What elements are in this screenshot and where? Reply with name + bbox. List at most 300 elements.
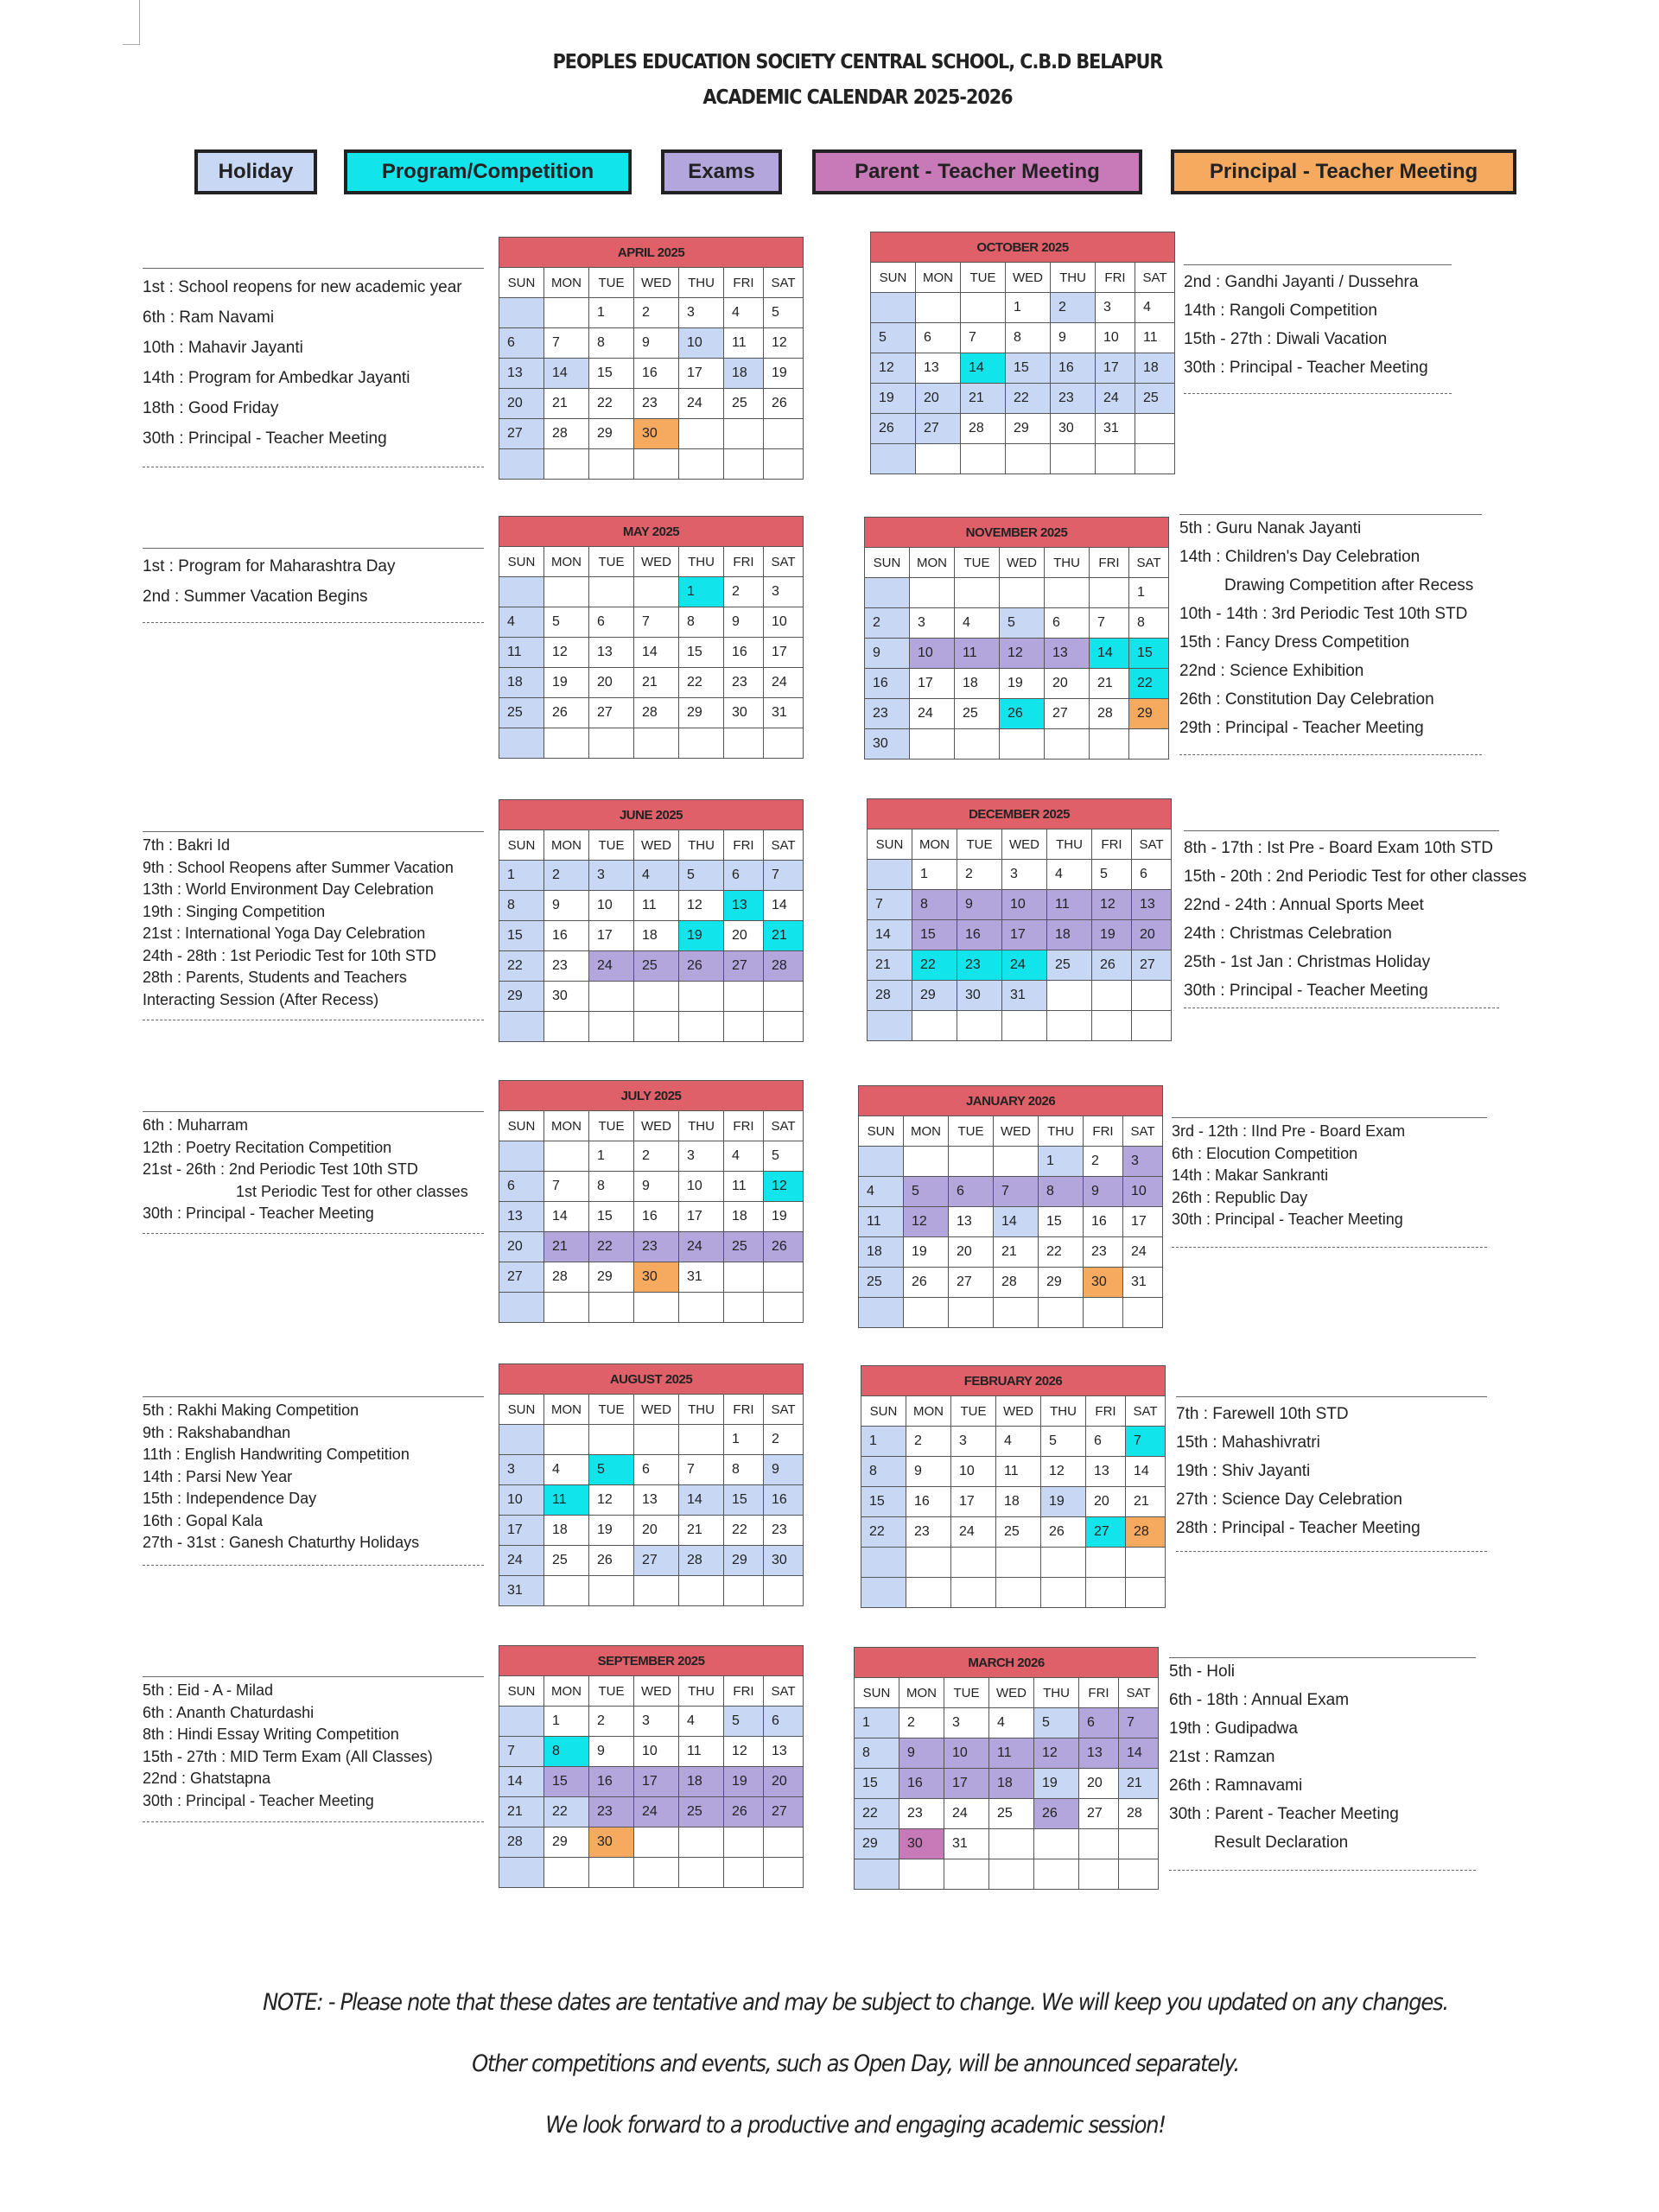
day-header-wed: WED (994, 1116, 1039, 1147)
day-cell: 24 (679, 389, 724, 419)
week-row (499, 577, 804, 607)
day-cell: 10 (679, 1172, 724, 1202)
day-cell: 14 (961, 353, 1006, 384)
week-row (861, 1578, 1166, 1608)
empty-cell (544, 1141, 589, 1172)
day-cell: 11 (989, 1738, 1034, 1769)
day-header-tue: TUE (589, 1395, 634, 1425)
day-cell: 16 (764, 1485, 804, 1516)
page-corner-mark (123, 0, 140, 45)
day-cell: 12 (724, 1737, 764, 1767)
month-title: MAY 2025 (499, 517, 804, 547)
day-cell: 11 (996, 1457, 1041, 1487)
day-cell: 8 (1006, 323, 1051, 353)
empty-cell (499, 577, 544, 607)
day-cell: 9 (865, 639, 910, 669)
day-cell: 12 (871, 353, 916, 384)
day-cell: 29 (499, 982, 544, 1012)
empty-cell (589, 728, 634, 759)
day-cell: 26 (589, 1546, 634, 1576)
day-cell: 10 (589, 891, 634, 921)
empty-cell (1000, 578, 1045, 608)
empty-cell (679, 449, 724, 480)
event-note: 13th : World Environment Day Celebration (143, 880, 434, 898)
day-cell: 1 (1129, 578, 1169, 608)
day-cell: 8 (724, 1455, 764, 1485)
day-cell: 9 (544, 891, 589, 921)
day-header-mon: MON (916, 263, 961, 293)
empty-cell (589, 1576, 634, 1606)
week-row (871, 444, 1175, 474)
month-title: MARCH 2026 (855, 1648, 1159, 1678)
day-cell: 30 (634, 1262, 679, 1293)
empty-cell (871, 293, 916, 323)
day-cell: 16 (865, 669, 910, 699)
legend-principal-teacher-meeting: Principal - Teacher Meeting (1171, 149, 1516, 194)
notes-rule-bottom (143, 622, 484, 623)
day-cell: 21 (1090, 669, 1129, 699)
empty-cell (634, 1293, 679, 1323)
week-row (855, 1799, 1159, 1829)
empty-cell (544, 1012, 589, 1042)
day-cell: 12 (1034, 1738, 1079, 1769)
empty-cell (499, 728, 544, 759)
day-header-thu: THU (1047, 830, 1092, 860)
day-cell: 14 (634, 638, 679, 668)
day-cell: 1 (1039, 1147, 1084, 1177)
event-note: 6th : Elocution Competition (1172, 1144, 1358, 1162)
empty-cell (996, 1578, 1041, 1608)
day-header-wed: WED (1000, 548, 1045, 578)
day-cell: 2 (865, 608, 910, 639)
day-cell: 1 (544, 1707, 589, 1737)
day-cell: 3 (1002, 860, 1047, 890)
notes-march-2026 (1169, 1657, 1399, 1857)
day-cell: 8 (679, 607, 724, 638)
day-header-tue: TUE (949, 1116, 994, 1147)
week-row (499, 668, 804, 698)
day-cell: 22 (724, 1516, 764, 1546)
day-cell: 20 (499, 389, 544, 419)
month-title: JUNE 2025 (499, 800, 804, 830)
day-cell: 3 (951, 1427, 996, 1457)
day-cell: 11 (859, 1207, 904, 1237)
empty-cell (955, 729, 1000, 760)
day-header-thu: THU (679, 1111, 724, 1141)
week-row (859, 1147, 1163, 1177)
day-header-tue: TUE (589, 268, 634, 298)
day-cell: 10 (910, 639, 955, 669)
day-cell: 26 (724, 1797, 764, 1827)
week-row (868, 920, 1172, 950)
notes-rule-bottom (1169, 1870, 1476, 1871)
day-cell: 27 (949, 1268, 994, 1298)
day-cell: 30 (957, 981, 1002, 1011)
week-row (499, 1546, 804, 1576)
day-cell: 29 (1129, 699, 1169, 729)
day-cell: 9 (1051, 323, 1096, 353)
empty-cell (634, 577, 679, 607)
day-cell: 21 (679, 1516, 724, 1546)
day-cell: 14 (1126, 1457, 1166, 1487)
empty-cell (679, 982, 724, 1012)
empty-cell (906, 1548, 951, 1578)
day-cell: 1 (724, 1425, 764, 1455)
day-cell: 25 (1047, 950, 1092, 981)
week-row (499, 1202, 804, 1232)
empty-cell (1084, 1298, 1123, 1328)
day-cell: 29 (589, 419, 634, 449)
week-row (499, 728, 804, 759)
event-note: 14th : Children's Day Celebration (1179, 548, 1421, 566)
day-cell: 7 (544, 328, 589, 359)
day-cell: 7 (544, 1172, 589, 1202)
day-header-wed: WED (634, 547, 679, 577)
day-cell: 19 (724, 1767, 764, 1797)
event-note: 30th : Principal - Teacher Meeting (143, 429, 387, 448)
day-cell: 25 (1135, 384, 1175, 414)
week-row (499, 607, 804, 638)
day-cell: 29 (679, 698, 724, 728)
day-cell: 6 (499, 328, 544, 359)
empty-cell (1047, 981, 1092, 1011)
empty-cell (1126, 1578, 1166, 1608)
notes-july-2025 (143, 1115, 468, 1225)
notes-rule-top (143, 1676, 484, 1677)
event-note: 15th : Mahashivratri (1176, 1433, 1320, 1452)
empty-cell (764, 1827, 804, 1858)
day-cell: 11 (499, 638, 544, 668)
day-cell: 28 (1126, 1517, 1166, 1548)
event-note: 29th : Principal - Teacher Meeting (1179, 719, 1424, 737)
day-cell: 28 (961, 414, 1006, 444)
day-cell: 28 (499, 1827, 544, 1858)
event-note: 6th - 18th : Annual Exam (1169, 1691, 1350, 1709)
week-row (871, 293, 1175, 323)
day-cell: 16 (589, 1767, 634, 1797)
notes-rule-top (143, 1396, 484, 1397)
day-cell: 3 (679, 298, 724, 328)
day-cell: 4 (859, 1177, 904, 1207)
day-cell: 21 (544, 1232, 589, 1262)
empty-cell (589, 982, 634, 1012)
week-row (865, 699, 1169, 729)
day-cell: 6 (499, 1172, 544, 1202)
empty-cell (871, 444, 916, 474)
day-header-mon: MON (910, 548, 955, 578)
day-cell: 17 (1123, 1207, 1163, 1237)
empty-cell (544, 1293, 589, 1323)
event-note: 7th : Bakri Id (143, 836, 231, 854)
week-row (859, 1237, 1163, 1268)
empty-cell (634, 1576, 679, 1606)
day-header-wed: WED (634, 830, 679, 861)
week-row (499, 389, 804, 419)
day-cell: 31 (1096, 414, 1135, 444)
day-header-fri: FRI (724, 547, 764, 577)
empty-cell (955, 578, 1000, 608)
day-cell: 25 (859, 1268, 904, 1298)
day-cell: 22 (544, 1797, 589, 1827)
week-row (499, 1012, 804, 1042)
day-cell: 13 (1132, 890, 1172, 920)
week-row (499, 1737, 804, 1767)
empty-cell (634, 1012, 679, 1042)
day-header-sat: SAT (1132, 830, 1172, 860)
event-note: 28th : Parents, Students and Teachers (143, 969, 407, 986)
empty-cell (724, 1858, 764, 1888)
day-cell: 15 (589, 359, 634, 389)
day-cell: 20 (1079, 1769, 1119, 1799)
empty-cell (996, 1548, 1041, 1578)
day-header-fri: FRI (1084, 1116, 1123, 1147)
legend-exams: Exams (661, 149, 782, 194)
day-cell: 10 (499, 1485, 544, 1516)
day-header-sun: SUN (499, 547, 544, 577)
empty-cell (961, 444, 1006, 474)
day-cell: 17 (1096, 353, 1135, 384)
day-cell: 3 (499, 1455, 544, 1485)
day-cell: 31 (944, 1829, 989, 1859)
empty-cell (904, 1147, 949, 1177)
day-header-tue: TUE (589, 830, 634, 861)
empty-cell (994, 1298, 1039, 1328)
day-cell: 10 (679, 328, 724, 359)
empty-cell (634, 728, 679, 759)
day-cell: 22 (1039, 1237, 1084, 1268)
day-cell: 27 (1045, 699, 1090, 729)
day-cell: 31 (499, 1576, 544, 1606)
day-cell: 26 (1092, 950, 1132, 981)
day-cell: 5 (764, 1141, 804, 1172)
week-row (859, 1298, 1163, 1328)
event-note: 19th : Shiv Jayanti (1176, 1462, 1311, 1480)
day-cell: 13 (916, 353, 961, 384)
day-cell: 11 (544, 1485, 589, 1516)
week-row (499, 1797, 804, 1827)
event-note: 15th : Fancy Dress Competition (1179, 633, 1410, 652)
day-header-thu: THU (679, 547, 724, 577)
calendar-february-2026 (861, 1365, 1166, 1608)
day-cell: 27 (916, 414, 961, 444)
day-cell: 5 (904, 1177, 949, 1207)
month-title: SEPTEMBER 2025 (499, 1646, 804, 1676)
day-cell: 5 (544, 607, 589, 638)
day-cell: 11 (679, 1737, 724, 1767)
day-header-tue: TUE (961, 263, 1006, 293)
event-note: 14th : Rangoli Competition (1184, 302, 1377, 320)
day-cell: 17 (589, 921, 634, 951)
day-cell: 20 (764, 1767, 804, 1797)
day-header-mon: MON (544, 1676, 589, 1707)
day-cell: 2 (1051, 293, 1096, 323)
notes-rule-bottom (1184, 1007, 1499, 1008)
day-cell: 27 (724, 951, 764, 982)
empty-cell (916, 444, 961, 474)
notes-rule-top (143, 1111, 484, 1112)
week-row (499, 891, 804, 921)
day-cell: 28 (1119, 1799, 1159, 1829)
day-header-wed: WED (989, 1678, 1034, 1708)
event-note: 11th : English Handwriting Competition (143, 1446, 410, 1463)
empty-cell (861, 1548, 906, 1578)
empty-cell (764, 449, 804, 480)
empty-cell (764, 1576, 804, 1606)
notes-august-2025 (143, 1400, 419, 1554)
calendar-june-2025 (499, 799, 804, 1042)
day-cell: 5 (1034, 1708, 1079, 1738)
calendar-august-2025 (499, 1363, 804, 1606)
day-cell: 17 (910, 669, 955, 699)
notes-november-2025 (1179, 514, 1473, 742)
notes-rule-bottom (1176, 1551, 1487, 1552)
notes-may-2025 (143, 551, 396, 612)
day-cell: 6 (1086, 1427, 1126, 1457)
notes-rule-bottom (143, 1233, 484, 1234)
day-cell: 10 (951, 1457, 996, 1487)
empty-cell (855, 1859, 899, 1890)
event-note: 30th : Parent - Teacher Meeting (1169, 1805, 1399, 1823)
day-cell: 20 (1086, 1487, 1126, 1517)
legend-holiday: Holiday (194, 149, 317, 194)
day-cell: 15 (499, 921, 544, 951)
day-cell: 14 (544, 359, 589, 389)
empty-cell (544, 728, 589, 759)
day-cell: 4 (724, 1141, 764, 1172)
day-cell: 28 (868, 981, 912, 1011)
empty-cell (1119, 1859, 1159, 1890)
day-cell: 23 (634, 389, 679, 419)
day-header-sun: SUN (499, 1111, 544, 1141)
day-cell: 18 (989, 1769, 1034, 1799)
day-cell: 16 (544, 921, 589, 951)
week-row (855, 1829, 1159, 1859)
day-cell: 24 (1002, 950, 1047, 981)
month-title: APRIL 2025 (499, 238, 804, 268)
empty-cell (679, 728, 724, 759)
day-cell: 13 (1045, 639, 1090, 669)
event-note: 15th - 27th : Diwali Vacation (1184, 330, 1388, 348)
day-cell: 4 (679, 1707, 724, 1737)
day-cell: 25 (955, 699, 1000, 729)
day-cell: 16 (634, 1202, 679, 1232)
empty-cell (544, 1576, 589, 1606)
week-row (861, 1457, 1166, 1487)
day-header-mon: MON (906, 1396, 951, 1427)
event-note: 22nd : Science Exhibition (1179, 662, 1364, 680)
calendar-may-2025 (499, 516, 804, 759)
day-cell: 18 (955, 669, 1000, 699)
calendar-december-2025 (867, 798, 1172, 1041)
empty-cell (1135, 444, 1175, 474)
day-cell: 30 (899, 1829, 944, 1859)
day-cell: 20 (916, 384, 961, 414)
day-cell: 17 (499, 1516, 544, 1546)
day-cell: 25 (996, 1517, 1041, 1548)
month-title: OCTOBER 2025 (871, 232, 1175, 263)
day-header-tue: TUE (589, 1111, 634, 1141)
day-cell: 9 (906, 1457, 951, 1487)
day-cell: 18 (634, 921, 679, 951)
day-cell: 18 (724, 359, 764, 389)
day-cell: 19 (904, 1237, 949, 1268)
day-cell: 12 (679, 891, 724, 921)
month-title: AUGUST 2025 (499, 1364, 804, 1395)
day-cell: 20 (499, 1232, 544, 1262)
day-header-sun: SUN (859, 1116, 904, 1147)
day-cell: 7 (679, 1455, 724, 1485)
week-row (859, 1268, 1163, 1298)
day-header-sun: SUN (861, 1396, 906, 1427)
day-cell: 8 (499, 891, 544, 921)
event-note: 19th : Gudipadwa (1169, 1719, 1298, 1738)
day-cell: 17 (951, 1487, 996, 1517)
day-cell: 15 (1006, 353, 1051, 384)
empty-cell (679, 1425, 724, 1455)
day-cell: 20 (949, 1237, 994, 1268)
day-cell: 1 (589, 1141, 634, 1172)
day-cell: 1 (679, 577, 724, 607)
empty-cell (724, 1262, 764, 1293)
day-cell: 12 (1000, 639, 1045, 669)
footer-line-1: NOTE: - Please note that these dates are tentative and may be subject to change. We will keep you updated on any changes. (263, 1989, 1448, 2016)
day-cell: 3 (634, 1707, 679, 1737)
day-cell: 13 (724, 891, 764, 921)
day-header-fri: FRI (1092, 830, 1132, 860)
day-cell: 10 (1123, 1177, 1163, 1207)
day-cell: 4 (955, 608, 1000, 639)
day-header-fri: FRI (1079, 1678, 1119, 1708)
event-note: 30th : Principal - Teacher Meeting (1172, 1211, 1403, 1228)
event-note: 24th : Christmas Celebration (1184, 925, 1392, 943)
day-cell: 23 (1051, 384, 1096, 414)
day-header-sat: SAT (764, 1395, 804, 1425)
day-cell: 29 (589, 1262, 634, 1293)
day-cell: 15 (679, 638, 724, 668)
day-cell: 22 (855, 1799, 899, 1829)
event-note: 14th : Makar Sankranti (1172, 1166, 1329, 1184)
day-cell: 21 (1126, 1487, 1166, 1517)
day-cell: 27 (499, 419, 544, 449)
week-row (868, 981, 1172, 1011)
event-note: 18th : Good Friday (143, 399, 279, 417)
empty-cell (994, 1147, 1039, 1177)
day-cell: 4 (724, 298, 764, 328)
day-header-mon: MON (912, 830, 957, 860)
week-row (499, 1455, 804, 1485)
day-cell: 16 (634, 359, 679, 389)
day-cell: 24 (764, 668, 804, 698)
week-row (499, 328, 804, 359)
day-header-tue: TUE (957, 830, 1002, 860)
day-cell: 30 (544, 982, 589, 1012)
day-cell: 24 (1096, 384, 1135, 414)
week-row (499, 449, 804, 480)
legend (0, 149, 1659, 194)
day-cell: 2 (899, 1708, 944, 1738)
empty-cell (634, 1425, 679, 1455)
empty-cell (589, 577, 634, 607)
day-cell: 4 (996, 1427, 1041, 1457)
day-cell: 7 (1119, 1708, 1159, 1738)
day-header-sun: SUN (499, 268, 544, 298)
day-cell: 24 (910, 699, 955, 729)
day-cell: 10 (1002, 890, 1047, 920)
event-note: 3rd - 12th : IInd Pre - Board Exam (1172, 1122, 1406, 1140)
empty-cell (764, 419, 804, 449)
day-cell: 30 (1051, 414, 1096, 444)
empty-cell (859, 1147, 904, 1177)
